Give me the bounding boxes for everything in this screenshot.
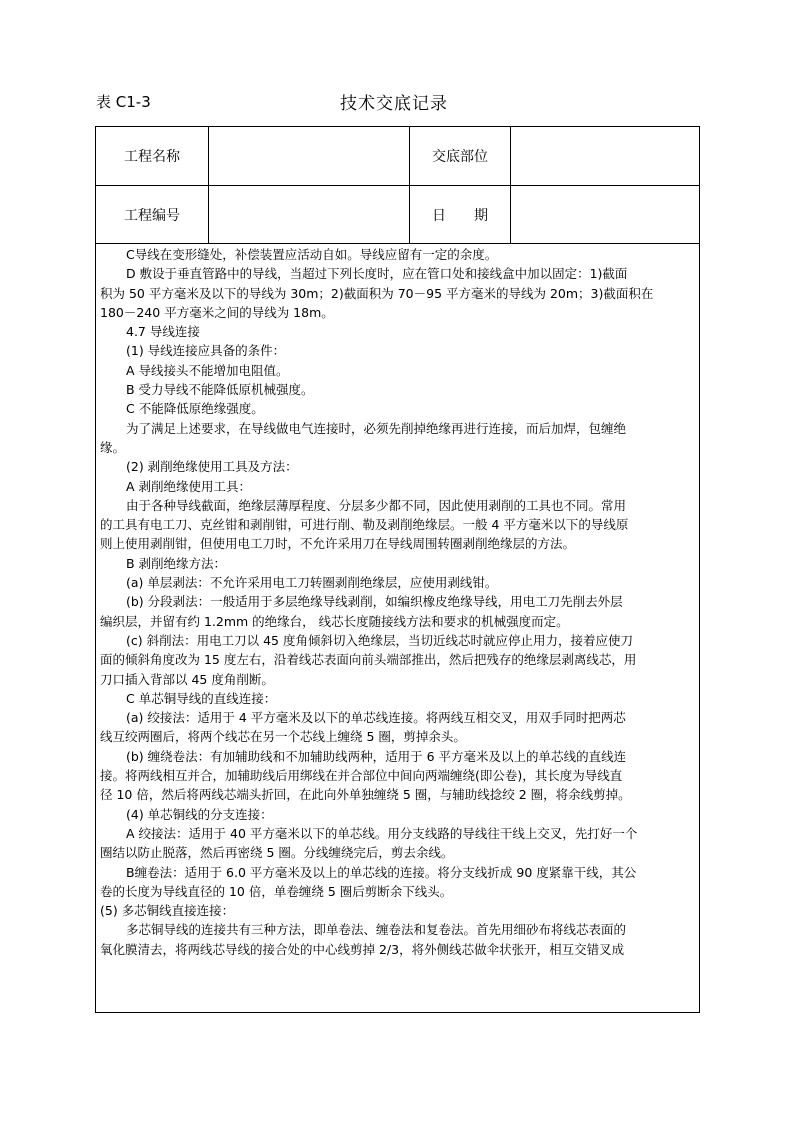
content-line: (4) 单芯铜线的分支连接： [126, 806, 273, 822]
disclosure-content [100, 245, 696, 959]
content-line: (a) 单层剥法：不允许采用电工刀转圈剥削绝缘层，应使用剥线钳。 [126, 575, 498, 591]
form-number: 表 C1-3 [96, 93, 151, 111]
content-line: 卷的长度为导线直径的 10 倍，单卷缠绕 5 圈后剪断余下线头。 [100, 883, 453, 899]
content-line: 积为 50 平方毫米及以下的导线为 30m；2)截面积为 70－95 平方毫米的导线为 20m；3)截面积在 [100, 285, 654, 301]
project-name-label: 工程名称 [124, 149, 180, 165]
content-line: B缠卷法：适用于 6.0 平方毫米及以上的单芯线的连接。将分支线折成 90 度紧靠干线，其公 [126, 864, 637, 880]
content-line: B 受力导线不能降低原机械强度。 [126, 382, 314, 398]
content-line: A 剥削绝缘使用工具： [126, 478, 252, 494]
location-label: 交底部位 [432, 149, 488, 165]
content-line: 接。将两线相互并合，加辅助线后用绑线在并合部位中间向两端缠绕(即公卷)，其长度为导线直 [100, 768, 623, 784]
content-line: 则上使用剥削钳，但使用电工刀时，不允许采用刀在导线周围转圈剥削绝缘层的方法。 [100, 536, 576, 552]
content-line: A 导线接头不能增加电阻值。 [126, 362, 289, 378]
content-line: 4.7 导线连接 [126, 324, 200, 340]
content-line: C 单芯铜导线的直线连接： [126, 690, 277, 706]
header-bottom-border [96, 243, 699, 244]
content-line: (5) 多芯铜线直接连接： [100, 903, 235, 919]
project-number-value[interactable] [209, 186, 409, 243]
content-line: 圈结以防止脱落，然后再密绕 5 圈。分线缠绕完后，剪去余线。 [100, 845, 454, 861]
content-line: B 剥削绝缘方法： [126, 555, 227, 571]
project-name-value[interactable] [209, 127, 409, 185]
content-line: 多芯铜导线的连接共有三种方法，即单卷法、缠卷法和复卷法。首先用细砂布将线芯表面的 [126, 922, 627, 938]
content-line: 径 10 倍，然后将两线芯端头折回，在此向外单独缠绕 5 圈，与辅助线捻绞 2 圈，将余线剪掉。 [100, 787, 631, 803]
content-line: 由于各种导线截面，绝缘层薄厚程度、分层多少都不同，因此使用剥削的工具也不同。常用 [126, 497, 627, 513]
header-table [96, 127, 699, 243]
content-line: (2) 剥削绝缘使用工具及方法： [126, 459, 298, 475]
content-line: 180－240 平方毫米之间的导线为 18m。 [100, 304, 334, 320]
date-label: 日 期 [432, 207, 488, 224]
content-line: 面的倾斜角度改为 15 度左右，沿着线芯表面向前头端部推出，然后把残存的绝缘层剥离线芯，用 [100, 652, 637, 668]
content-line: D 敷设于垂直管路中的导线，当超过下列长度时，应在管口处和接线盒中加以固定：1)截面 [126, 266, 628, 282]
content-line: 的工具有电工刀、克丝钳和剥削钳，可进行削、勒及剥削绝缘层。一般 4 平方毫米以下的导线原 [100, 517, 629, 533]
project-number-label: 工程编号 [124, 207, 180, 224]
content-line: C导线在变形缝处，补偿装置应活动自如。导线应留有一定的余度。 [126, 247, 498, 262]
content-line: 氧化膜清去，将两线芯导线的接合处的中心线剪掉 2/3，将外侧线芯做伞状张开，相互交错叉成 [100, 941, 625, 957]
document-title: 技术交底记录 [340, 94, 448, 114]
content-line: (a) 绞接法：适用于 4 平方毫米及以下的单芯线连接。将两线互相交叉，用双手同时把两芯 [126, 710, 626, 726]
content-line: (c) 斜削法：用电工刀以 45 度角倾斜切入绝缘层，当切近线芯时就应停止用力，接着应使刀 [126, 632, 633, 648]
content-line: A 绞接法：适用于 40 平方毫米以下的单芯线。用分支线路的导线往干线上交叉，先打好一个 [126, 825, 638, 841]
content-line: (1) 导线连接应具备的条件： [126, 343, 286, 359]
content-line: 刀口插入背部以 45 度角削断。 [100, 671, 274, 687]
date-value[interactable] [511, 186, 699, 243]
content-line: (b) 缠绕卷法：有加辅助线和不加辅助线两种，适用于 6 平方毫米及以上的单芯线的直线连 [126, 748, 627, 764]
content-line: 为了满足上述要求，在导线做电气连接时，必须先削掉绝缘再进行连接，而后加焊，包缠绝 [126, 420, 627, 436]
location-value[interactable] [511, 127, 699, 185]
content-line: 编织层，并留有约 1.2mm 的绝缘台， 线芯长度随接线方法和要求的机械强度而定。 [100, 613, 569, 629]
content-line: (b) 分段剥法：一般适用于多层绝缘导线剥削，如编织橡皮绝缘导线，用电工刀先削去外层 [126, 594, 623, 610]
content-line: C 不能降低原绝缘强度。 [126, 401, 264, 417]
record-sheet [95, 126, 700, 1013]
content-line: 缘。 [100, 439, 126, 455]
content-line: 线互绞两圈后，将两个线芯在另一个芯线上缠绕 5 圈，剪掉余头。 [100, 729, 466, 745]
